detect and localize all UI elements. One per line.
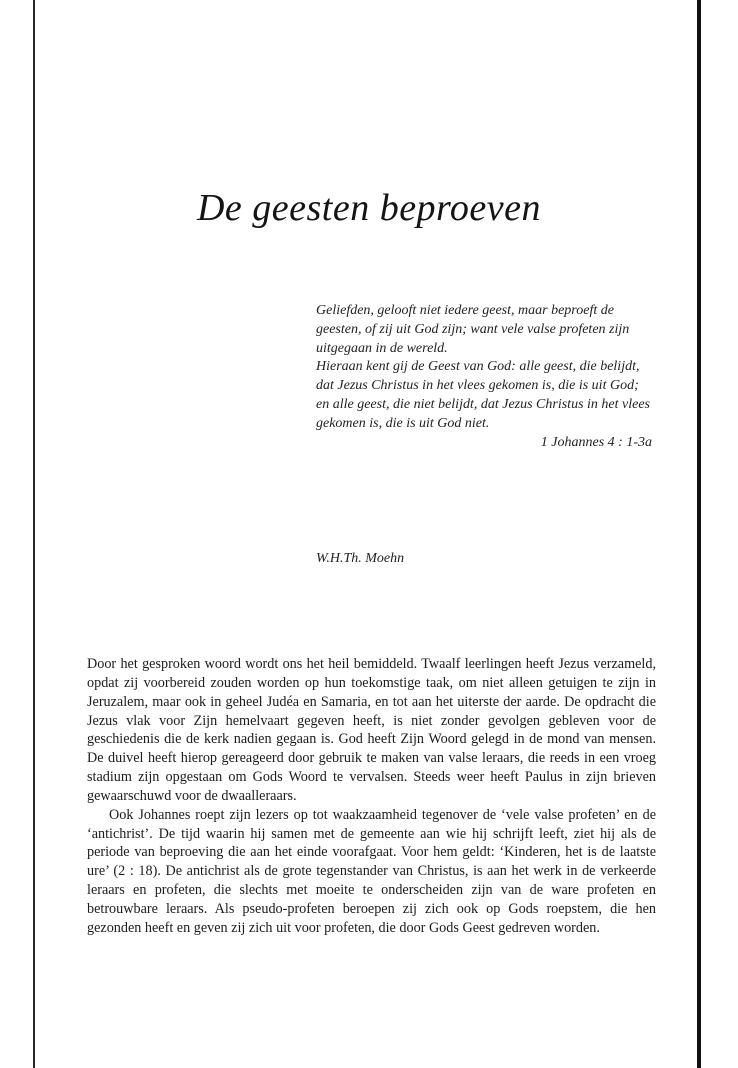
body-paragraph: Door het gesproken woord wordt ons het heil bemiddeld. Twaalf leerlingen heeft Jezus verzameld, opdat zij voorbereid zouden worden op hun toekomstige taak, om niet alleen getuigen te zijn in Jeruzalem, maar ook in geheel Judéa en Samaria, en tot aan het uiterste der aarde. De opdracht die Jezus vlak voor Zijn hemelvaart gegeven heeft, is niet zonder gevolgen gebleven voor de geschiedenis die de kerk nadien gegaan is. God heeft Zijn Woord gelegd in de mond van mensen. De duivel heeft hierop gereageerd door gebruik te maken van valse leraars, die reeds in een vroeg stadium zijn opgestaan om Gods Woord te vervalsen. Steeds weer heeft Paulus in zijn brieven gewaarschuwd voor de dwaalleraars.: [87, 656, 656, 804]
epigraph-line: en alle geest, die niet belijdt, dat Jezus Christus in het vlees gekomen is, die is uit God niet.: [316, 396, 650, 431]
page-title: De geesten beproeven: [196, 187, 542, 229]
page-edge-left: [33, 0, 35, 1068]
page-edge-right: [697, 0, 701, 1068]
epigraph: [316, 302, 656, 452]
epigraph-reference: 1 Johannes 4 : 1-3a: [540, 434, 652, 450]
epigraph-line: Hieraan kent gij de Geest van God: alle geest, die belijdt, dat Jezus Christus in het vlees gekomen is, die is uit God;: [316, 359, 640, 394]
epigraph-line: Geliefden, gelooft niet iedere geest, maar beproeft de geesten, of zij uit God zijn; want vele valse profeten zijn uitgegaan in de wereld.: [316, 303, 630, 356]
article-body: [87, 655, 656, 938]
author-name: W.H.Th. Moehn: [316, 551, 405, 566]
body-paragraph: Ook Johannes roept zijn lezers op tot waakzaamheid tegenover de ‘vele valse profeten’ en de ‘antichrist’. De tijd waarin hij samen met de gemeente aan wie hij schrijft leeft, ziet hij als de periode van beproeving die aan het einde voorafgaat. Voor hem geldt: ‘Kinderen, het is de laatste ure’ (2 : 18). De antichrist als de grote tegenstander van Christus, is aan het werk in de verkeerde leraars en profeten, die slechts met moeite te onderscheiden zijn van de ware profeten en betrouwbare leraars. Als pseudo-profeten beroepen zij zich ook op Gods roepstem, die hen gezonden heeft en geven zij zich uit voor profeten, die door Gods Geest gedreven worden.: [87, 806, 656, 936]
